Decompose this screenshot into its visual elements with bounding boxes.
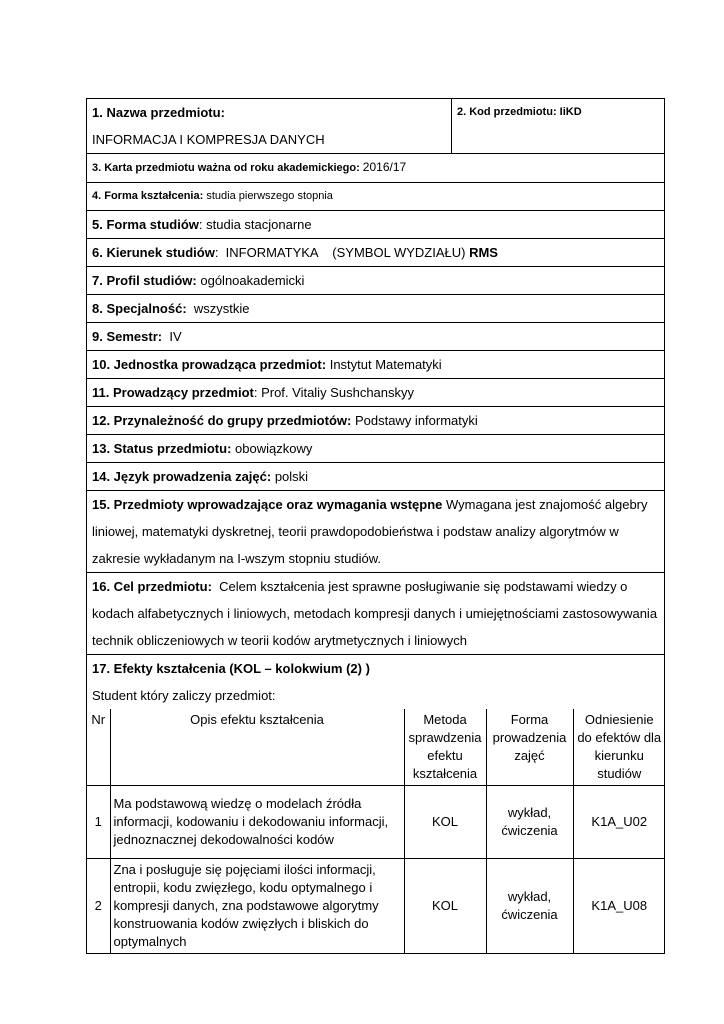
group-label: 12. Przynależność do grupy przedmiotów: [92, 413, 352, 428]
row-desc: Zna i posługuje się pojęciami ilości informacji, entropii, kodu zwięzłego, kodu optymalnego i kompresji danych, zna podstawowe algorytmy konstruowania kodów zwięzłych i bliskich do optymalnych [110, 859, 404, 954]
course-name-label: 1. Nazwa przedmiotu: [92, 105, 225, 120]
row-form: wykład, ćwiczenia [486, 786, 573, 859]
effects-intro: Student który zaliczy przedmiot: [92, 688, 276, 703]
card-valid-value: 2016/17 [362, 160, 407, 174]
status-label: 13. Status przedmiotu: [92, 441, 232, 456]
table-row [87, 786, 665, 859]
row-ref: K1A_U02 [573, 786, 665, 859]
course-code-label: 2. Kod przedmiotu: [457, 106, 557, 118]
form-study-row [87, 211, 665, 239]
row-form: wykład, ćwiczenia [486, 859, 573, 954]
form-edu-label: 4. Forma kształcenia: [92, 190, 204, 202]
row-desc: Ma podstawową wiedzę o modelach źródła informacji, kodowaniu i dekodowaniu informacji, jednoznacznej dekodowalności kodów [110, 786, 404, 859]
header-nr: Nr [87, 709, 110, 786]
unit-value: Instytut Matematyki [329, 357, 442, 372]
semester-value: IV [169, 329, 182, 344]
direction-symbol: RMS [469, 245, 498, 260]
specialty-value: wszystkie [193, 301, 250, 316]
profile-value: ogólnoakademicki [200, 273, 305, 288]
direction-label: 6. Kierunek studiów [92, 245, 215, 260]
prereq-row [87, 491, 665, 573]
effects-row [87, 655, 665, 954]
language-row [87, 463, 665, 491]
table-row [87, 859, 665, 954]
course-name-row [87, 99, 665, 154]
effects-label: 17. Efekty kształcenia (KOL – kolokwium (2) ) [92, 661, 370, 676]
group-value: Podstawy informatyki [354, 413, 478, 428]
effects-header-row [87, 709, 665, 786]
lecturer-value: : Prof. Vitaliy Sushchanskyy [253, 385, 415, 400]
goal-label: 16. Cel przedmiotu: [92, 579, 212, 594]
semester-label: 9. Semestr: [92, 329, 163, 344]
form-edu-value: studia pierwszego stopnia [206, 190, 333, 202]
header-method: Metoda sprawdzenia efektu kształcenia [404, 709, 486, 786]
unit-row [87, 351, 665, 379]
language-value: polski [274, 469, 309, 484]
row-nr: 2 [87, 859, 110, 954]
goal-value: Celem kształcenia jest sprawne posługiwanie się podstawami wiedzy o kodach alfabetycznych i liniowych, metodach kompresji danych i umiejętnościami zastosowywania technik obliczeniowych w teorii kodów arytmetycznych i liniowych [92, 579, 658, 648]
card-valid-label: 3. Karta przedmiotu ważna od roku akademickiego: [92, 162, 360, 174]
prereq-label: 15. Przedmioty wprowadzające oraz wymagania wstępne [92, 497, 443, 512]
specialty-row [87, 295, 665, 323]
unit-label: 10. Jednostka prowadząca przedmiot: [92, 357, 327, 372]
card-valid-row [87, 154, 665, 183]
direction-value: : INFORMATYKA (SYMBOL WYDZIAŁU) [214, 245, 466, 260]
status-value: obowiązkowy [235, 441, 313, 456]
lecturer-row [87, 379, 665, 407]
effects-table [87, 709, 665, 953]
form-study-label: 5. Forma studiów [92, 217, 199, 232]
header-desc: Opis efektu kształcenia [110, 709, 404, 786]
goal-row [87, 573, 665, 655]
language-label: 14. Język prowadzenia zajęć: [92, 469, 272, 484]
row-ref: K1A_U08 [573, 859, 665, 954]
course-card [86, 98, 664, 954]
row-method: KOL [404, 786, 486, 859]
semester-row [87, 323, 665, 351]
course-name-value: INFORMACJA I KOMPRESJA DANYCH [92, 132, 325, 147]
prereq-value: Wymagana jest znajomość algebry liniowej, matematyki dyskretnej, teorii prawdopodobieństwa i podstaw analizy algorytmów w zakresie wykładanym na I-wszym stopniu studiów. [92, 497, 648, 566]
group-row [87, 407, 665, 435]
course-code-value: IiKD [559, 106, 582, 118]
course-card-table [86, 98, 665, 954]
row-method: KOL [404, 859, 486, 954]
form-edu-row [87, 183, 665, 211]
profile-row [87, 267, 665, 295]
status-row [87, 435, 665, 463]
profile-label: 7. Profil studiów: [92, 273, 197, 288]
row-nr: 1 [87, 786, 110, 859]
form-study-value: : studia stacjonarne [198, 217, 312, 232]
header-form: Forma prowadzenia zajęć [486, 709, 573, 786]
direction-row [87, 239, 665, 267]
specialty-label: 8. Specjalność: [92, 301, 187, 316]
header-ref: Odniesienie do efektów dla kierunku studiów [573, 709, 665, 786]
lecturer-label: 11. Prowadzący przedmiot [92, 385, 254, 400]
